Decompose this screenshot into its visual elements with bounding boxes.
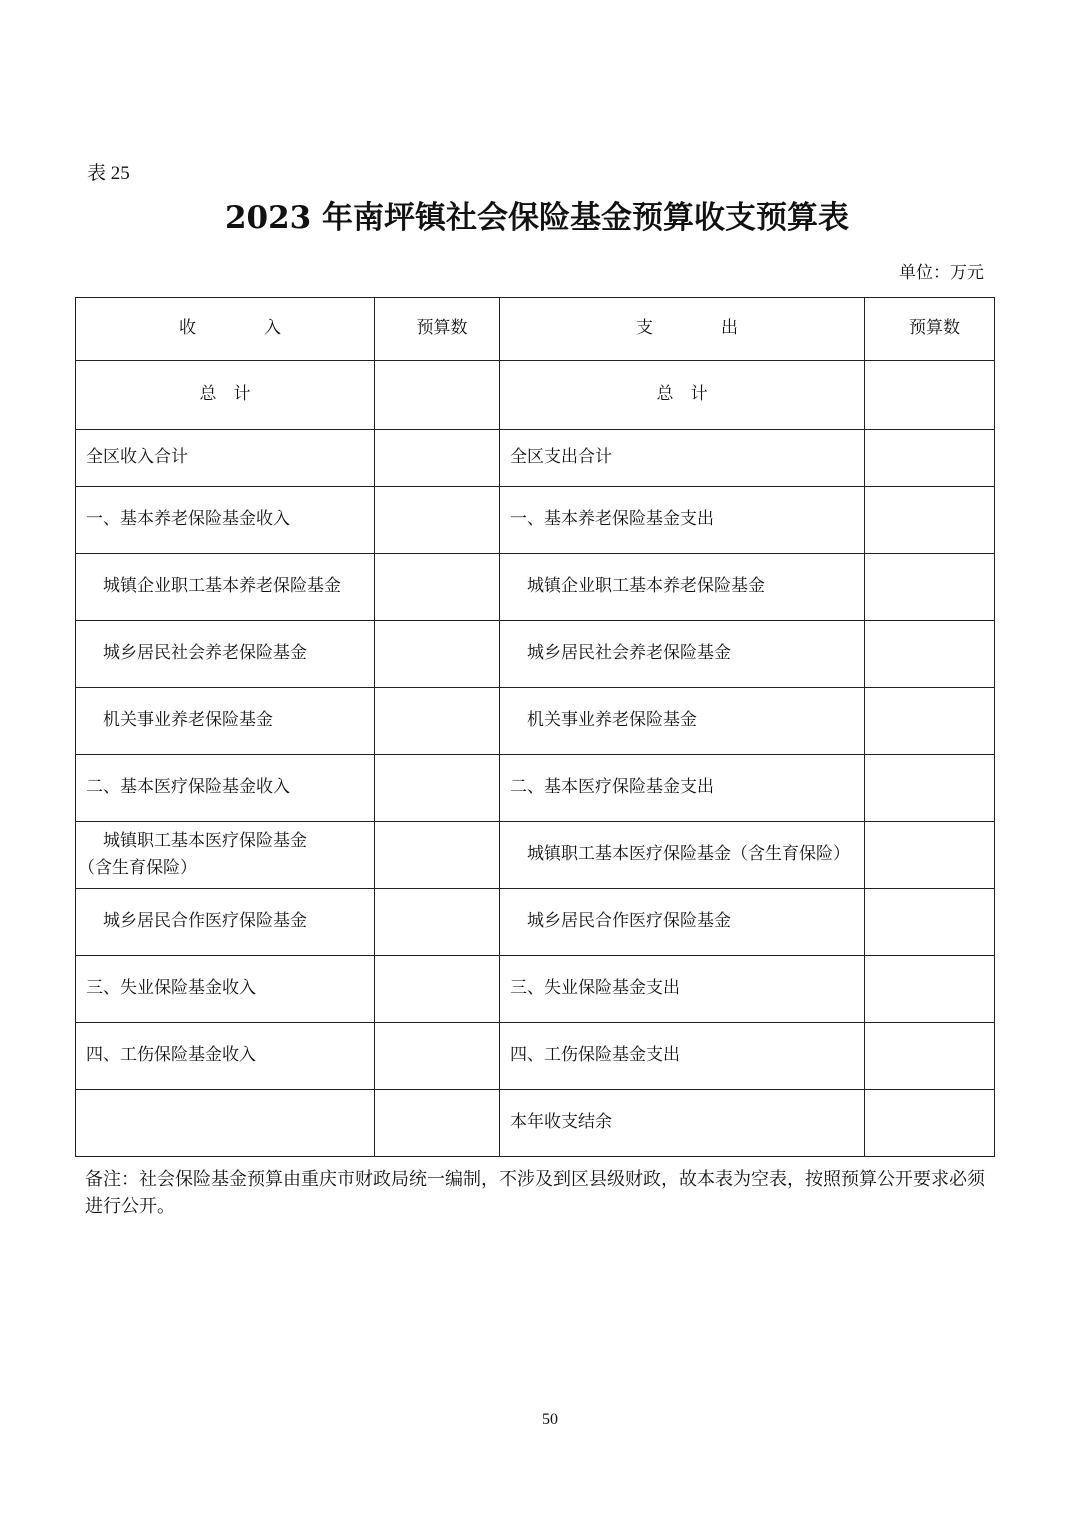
- total-income-label: 总 计: [76, 361, 375, 430]
- header-expense-amount: 预算数: [865, 298, 995, 361]
- expense-amount: [865, 621, 995, 688]
- total-row: [76, 361, 995, 430]
- table-row: [76, 554, 995, 621]
- income-item: 机关事业养老保险基金: [76, 688, 375, 755]
- table-row: [76, 755, 995, 822]
- income-amount: [375, 1023, 500, 1090]
- expense-amount: [865, 956, 995, 1023]
- header-expense: 支 出: [500, 298, 865, 361]
- income-item: 城镇企业职工基本养老保险基金: [76, 554, 375, 621]
- expense-item: 二、基本医疗保险基金支出: [500, 755, 865, 822]
- income-item: 城乡居民合作医疗保险基金: [76, 889, 375, 956]
- table-row: [76, 1023, 995, 1090]
- region-income-label: 全区收入合计: [76, 430, 375, 487]
- expense-item: 城镇职工基本医疗保险基金（含生育保险）: [500, 822, 865, 889]
- page-title: 2023 年南坪镇社会保险基金预算收支预算表: [224, 200, 850, 236]
- expense-amount: [865, 1023, 995, 1090]
- expense-item: 城镇企业职工基本养老保险基金: [500, 554, 865, 621]
- total-expense-label: 总 计: [500, 361, 865, 430]
- income-amount: [375, 1090, 500, 1157]
- income-amount: [375, 822, 500, 889]
- table-row: [76, 487, 995, 554]
- income-item: 城乡居民社会养老保险基金: [76, 621, 375, 688]
- income-item: 一、基本养老保险基金收入: [76, 487, 375, 554]
- table-row: [76, 1090, 995, 1157]
- region-expense-value: [865, 430, 995, 487]
- expense-amount: [865, 822, 995, 889]
- budget-table: [75, 297, 995, 1157]
- expense-item: 三、失业保险基金支出: [500, 956, 865, 1023]
- page-number: 50: [542, 1411, 558, 1428]
- expense-item: 本年收支结余: [500, 1090, 865, 1157]
- expense-item: 四、工伤保险基金支出: [500, 1023, 865, 1090]
- income-item: [76, 822, 375, 889]
- region-expense-label: 全区支出合计: [500, 430, 865, 487]
- income-item: 三、失业保险基金收入: [76, 956, 375, 1023]
- income-item: 二、基本医疗保险基金收入: [76, 755, 375, 822]
- income-item: 四、工伤保险基金收入: [76, 1023, 375, 1090]
- expense-item: 城乡居民合作医疗保险基金: [500, 889, 865, 956]
- expense-amount: [865, 889, 995, 956]
- total-income-value: [375, 361, 500, 430]
- table-row: [76, 688, 995, 755]
- table-row: [76, 822, 995, 889]
- income-amount: [375, 688, 500, 755]
- income-item-line2: （含生育保险）: [78, 858, 197, 878]
- table-header-row: [76, 298, 995, 361]
- income-item: [76, 1090, 375, 1157]
- expense-amount: [865, 1090, 995, 1157]
- income-item-line1: 城镇职工基本医疗保险基金: [103, 831, 307, 851]
- expense-amount: [865, 487, 995, 554]
- total-expense-value: [865, 361, 995, 430]
- region-total-row: [76, 430, 995, 487]
- region-income-value: [375, 430, 500, 487]
- expense-item: 机关事业养老保险基金: [500, 688, 865, 755]
- footnote: 备注：社会保险基金预算由重庆市财政局统一编制，不涉及到区县级财政，故本表为空表，按照预算公开要求必须进行公开。: [85, 1169, 985, 1217]
- expense-amount: [865, 554, 995, 621]
- expense-item: 城乡居民社会养老保险基金: [500, 621, 865, 688]
- expense-amount: [865, 688, 995, 755]
- header-income-amount: 预算数: [375, 298, 500, 361]
- unit-label: 单位：万元: [899, 263, 984, 283]
- income-amount: [375, 487, 500, 554]
- income-amount: [375, 755, 500, 822]
- table-row: [76, 889, 995, 956]
- expense-amount: [865, 755, 995, 822]
- expense-item: 一、基本养老保险基金支出: [500, 487, 865, 554]
- table-row: [76, 621, 995, 688]
- income-amount: [375, 956, 500, 1023]
- income-amount: [375, 621, 500, 688]
- table-label: 表 25: [87, 163, 130, 184]
- income-amount: [375, 889, 500, 956]
- income-amount: [375, 554, 500, 621]
- table-row: [76, 956, 995, 1023]
- header-income: 收 入: [76, 298, 375, 361]
